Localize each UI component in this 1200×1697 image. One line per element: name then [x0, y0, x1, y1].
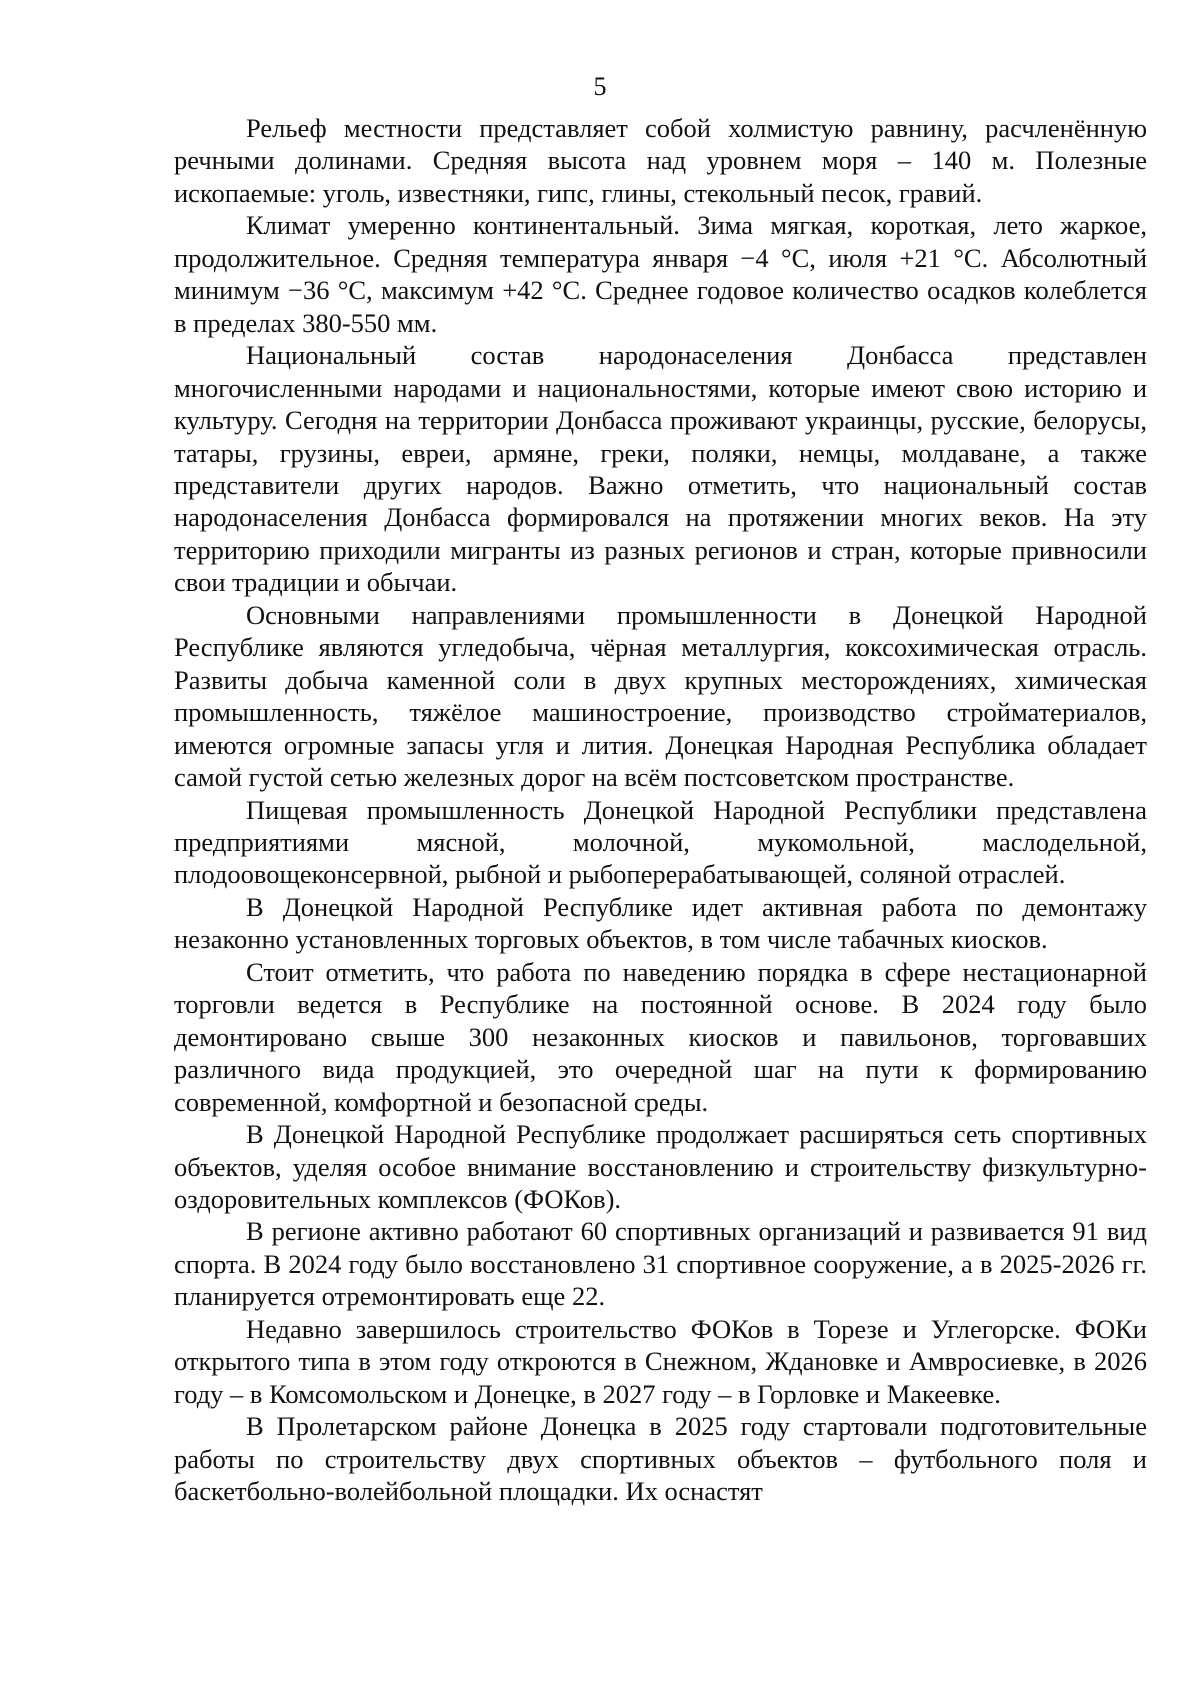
paragraph-climate: Климат умеренно континентальный. Зима мягкая, короткая, лето жаркое, продолжительное. Средняя температура января −4 °С, июля +21 °С. Абсолютный минимум −36 °С, максимум +42 °С. Среднее годовое количество осадков колеблется в пределах 380-550 мм.	[174, 210, 1147, 338]
paragraph-food-industry: Пищевая промышленность Донецкой Народной Республики представлена предприятиями мясной, молочной, мукомольной, маслодельной, плодоовощеконсервной, рыбной и рыбоперерабатывающей, соляной отраслей.	[174, 794, 1147, 890]
document-body	[174, 112, 1147, 1507]
page-number: 5	[593, 72, 607, 101]
paragraph-proletarsky-district: В Пролетарском районе Донецка в 2025 году стартовали подготовительные работы по строительству двух спортивных объектов – футбольного поля и баскетбольно-волейбольной площадки. Их оснастят	[174, 1411, 1147, 1507]
paragraph-sports-organizations: В регионе активно работают 60 спортивных организаций и развивается 91 вид спорта. В 2024 году было восстановлено 31 спортивное сооружение, а в 2025-2026 гг. планируется отремонтировать еще 22.	[174, 1216, 1147, 1312]
paragraph-industry: Основными направлениями промышленности в Донецкой Народной Республике являются угледобыча, чёрная металлургия, коксохимическая отрасль. Развиты добыча каменной соли в двух крупных месторождениях, химическая промышленность, тяжёлое машиностроение, производство стройматериалов, имеются огромные запасы угля и лития. Донецкая Народная Республика обладает самой густой сетью железных дорог на всём постсоветском пространстве.	[174, 599, 1147, 793]
paragraph-kiosk-dismantling: В Донецкой Народной Республике идет активная работа по демонтажу незаконно установленных торговых объектов, в том числе табачных киосков.	[174, 891, 1147, 955]
paragraph-fok-construction: Недавно завершилось строительство ФОКов в Торезе и Углегорске. ФОКи открытого типа в этом году откроются в Снежном, Ждановке и Амвросиевке, в 2026 году – в Комсомольском и Донецке, в 2027 году – в Горловке и Макеевке.	[174, 1313, 1147, 1409]
paragraph-sports-facilities: В Донецкой Народной Республике продолжает расширяться сеть спортивных объектов, уделяя особое внимание восстановлению и строительству физкультурно-оздоровительных комплексов (ФОКов).	[174, 1119, 1147, 1214]
paragraph-population: Национальный состав народонаселения Донбасса представлен многочисленными народами и национальностями, которые имеют свою историю и культуру. Сегодня на территории Донбасса проживают украинцы, русские, белорусы, татары, грузины, евреи, армяне, греки, поляки, немцы, молдаване, а также представители других народов. Важно отметить, что национальный состав народонаселения Донбасса формировался на протяжении многих веков. На эту территорию приходили мигранты из разных регионов и стран, которые привносили свои традиции и обычаи.	[174, 340, 1147, 598]
paragraph-trade-order: Стоит отметить, что работа по наведению порядка в сфере нестационарной торговли ведется в Республике на постоянной основе. В 2024 году было демонтировано свыше 300 незаконных киосков и павильонов, торговавших различного вида продукцией, это очередной шаг на пути к формированию современной, комфортной и безопасной среды.	[174, 956, 1147, 1117]
paragraph-relief: Рельеф местности представляет собой холмистую равнину, расчленённую речными долинами. Средняя высота над уровнем моря – 140 м. Полезные ископаемые: уголь, известняки, гипс, глины, стекольный песок, гравий.	[174, 113, 1147, 208]
